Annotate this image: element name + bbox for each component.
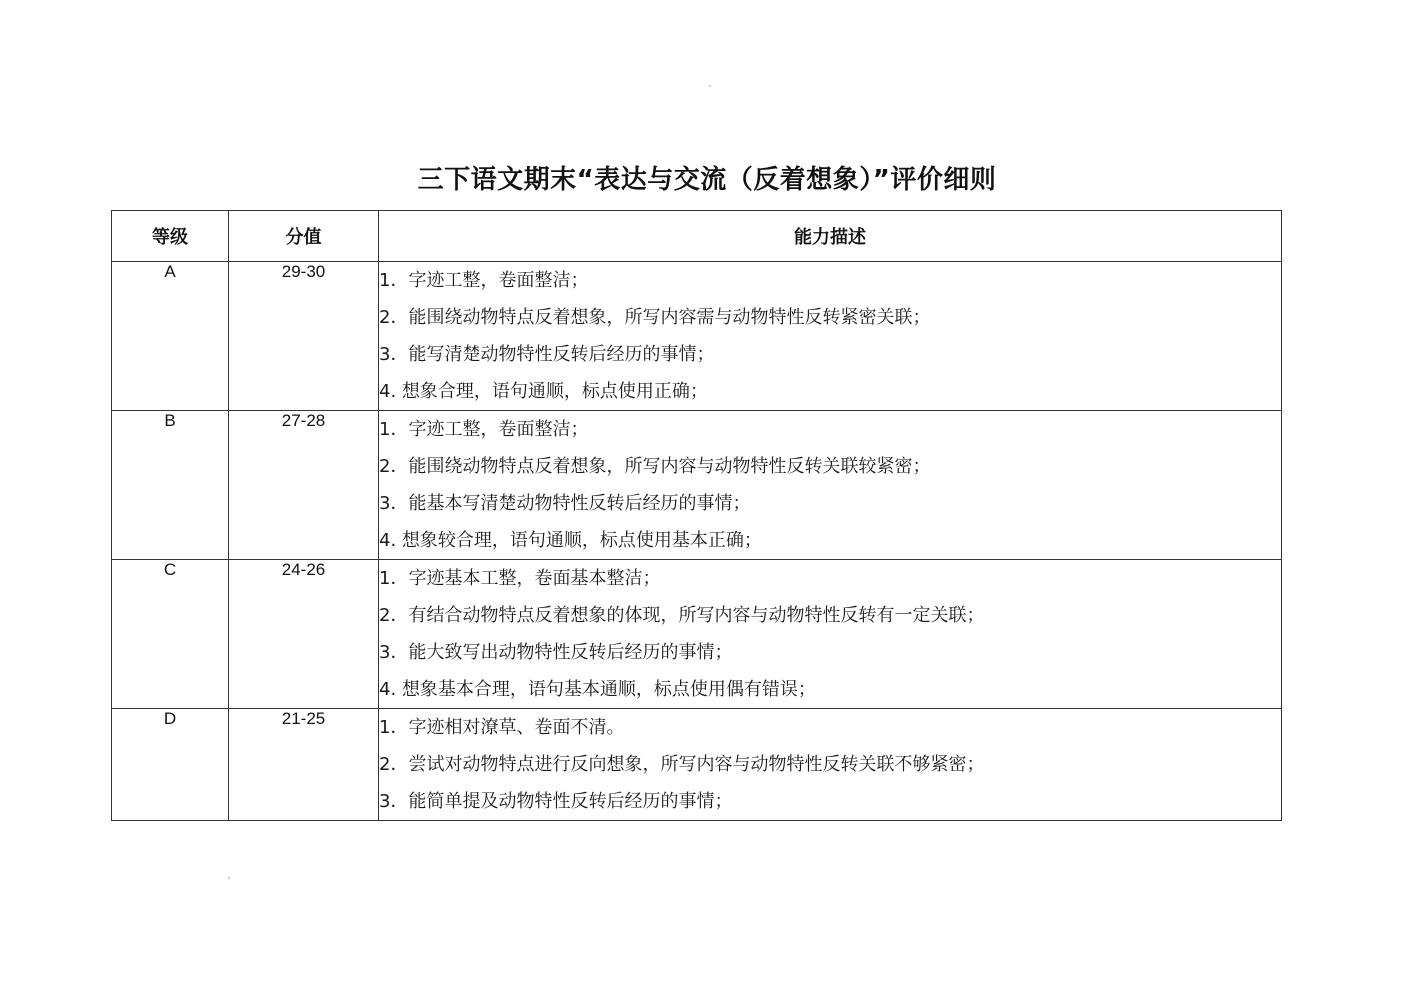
score-cell: 29-30 bbox=[229, 262, 379, 411]
grade-cell: C bbox=[112, 560, 229, 709]
description-line: 3．能大致写出动物特性反转后经历的事情； bbox=[379, 642, 733, 663]
description-line: 4. 想象较合理，语句通顺，标点使用基本正确； bbox=[379, 530, 762, 551]
grade-cell: B bbox=[112, 411, 229, 560]
description-line: 1．字迹相对潦草、卷面不清。 bbox=[379, 717, 625, 738]
header-description: 能力描述 bbox=[379, 211, 1282, 262]
scan-speck bbox=[709, 85, 711, 87]
page-title: 三下语文期末“表达与交流（反着想象）”评价细则 bbox=[417, 165, 997, 195]
table-row bbox=[112, 262, 1282, 411]
table-header-row bbox=[112, 211, 1282, 262]
description-cell bbox=[379, 411, 1282, 560]
description-line: 3．能基本写清楚动物特性反转后经历的事情； bbox=[379, 493, 751, 514]
rubric-table bbox=[111, 210, 1282, 821]
grade-cell: A bbox=[112, 262, 229, 411]
description-line: 2．有结合动物特点反着想象的体现，所写内容与动物特性反转有一定关联； bbox=[379, 605, 985, 626]
header-score: 分值 bbox=[229, 211, 379, 262]
description-line: 2．能围绕动物特点反着想象，所写内容需与动物特性反转紧密关联； bbox=[379, 307, 931, 328]
description-line: 2．尝试对动物特点进行反向想象，所写内容与动物特性反转关联不够紧密； bbox=[379, 754, 985, 775]
grade-cell: D bbox=[112, 709, 229, 821]
description-line: 4. 想象合理，语句通顺，标点使用正确； bbox=[379, 381, 708, 402]
description-line: 1．字迹基本工整，卷面基本整洁； bbox=[379, 568, 661, 589]
description-line: 4. 想象基本合理，语句基本通顺，标点使用偶有错误； bbox=[379, 679, 816, 700]
scan-speck bbox=[228, 877, 230, 879]
description-line: 3．能写清楚动物特性反转后经历的事情； bbox=[379, 344, 715, 365]
score-cell: 27-28 bbox=[229, 411, 379, 560]
description-line: 1．字迹工整，卷面整洁； bbox=[379, 270, 589, 291]
description-line: 3．能简单提及动物特性反转后经历的事情； bbox=[379, 791, 733, 812]
score-cell: 21-25 bbox=[229, 709, 379, 821]
description-cell bbox=[379, 262, 1282, 411]
description-line: 1．字迹工整，卷面整洁； bbox=[379, 419, 589, 440]
description-line: 2．能围绕动物特点反着想象，所写内容与动物特性反转关联较紧密； bbox=[379, 456, 931, 477]
table-row bbox=[112, 560, 1282, 709]
description-cell bbox=[379, 560, 1282, 709]
table-row bbox=[112, 709, 1282, 821]
description-cell bbox=[379, 709, 1282, 821]
table-row bbox=[112, 411, 1282, 560]
header-grade: 等级 bbox=[112, 211, 229, 262]
score-cell: 24-26 bbox=[229, 560, 379, 709]
